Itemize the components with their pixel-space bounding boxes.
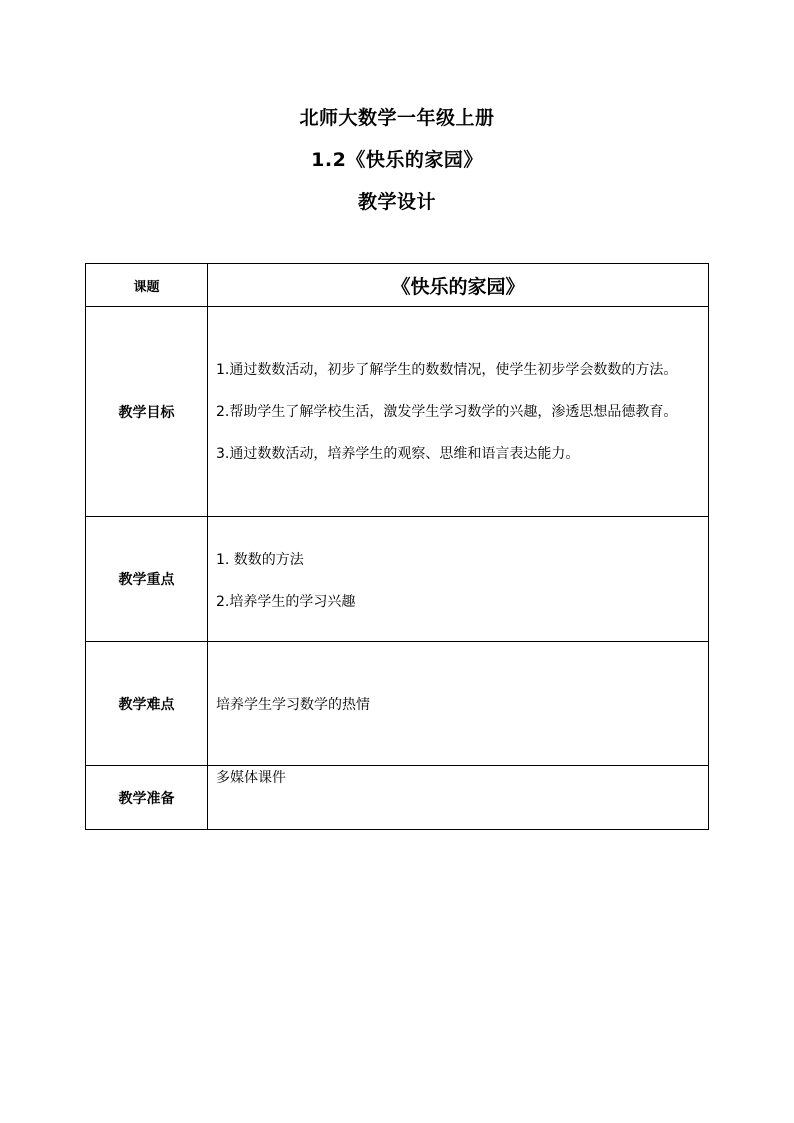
key-point-item-1: 1. 数数的方法 — [216, 552, 304, 568]
objective-item-1: 1.通过数数活动，初步了解学生的数数情况，使学生初步学会数数的方法。 — [216, 361, 678, 378]
topic-label: 课题 — [86, 264, 208, 307]
preparation-row — [86, 766, 709, 830]
key-points-label: 教学重点 — [86, 517, 208, 642]
document-subtitle: 教学设计 — [357, 191, 436, 213]
key-points-row — [86, 517, 709, 642]
difficulties-content: 培养学生学习数学的热情 — [208, 642, 709, 766]
lesson-title: 1.2《快乐的家园》 — [311, 149, 483, 171]
preparation-content: 多媒体课件 — [208, 766, 709, 830]
key-point-item-2: 2.培养学生的学习兴趣 — [216, 594, 356, 610]
objectives-row — [86, 307, 709, 517]
objective-item-2: 2.帮助学生了解学校生活，激发学生学习数学的兴趣，渗透思想品德教育。 — [216, 403, 678, 420]
objectives-label: 教学目标 — [86, 307, 208, 517]
lesson-plan-table — [85, 263, 709, 830]
topic-value: 《快乐的家园》 — [208, 264, 709, 307]
difficulties-row — [86, 642, 709, 766]
document-title: 北师大数学一年级上册 — [299, 107, 495, 129]
objective-item-3: 3.通过数数活动，培养学生的观察、思维和语言表达能力。 — [216, 445, 580, 462]
difficulties-label: 教学难点 — [86, 642, 208, 766]
key-points-content — [208, 517, 709, 642]
preparation-label: 教学准备 — [86, 766, 208, 830]
topic-row — [86, 264, 709, 307]
objectives-content — [208, 307, 709, 517]
